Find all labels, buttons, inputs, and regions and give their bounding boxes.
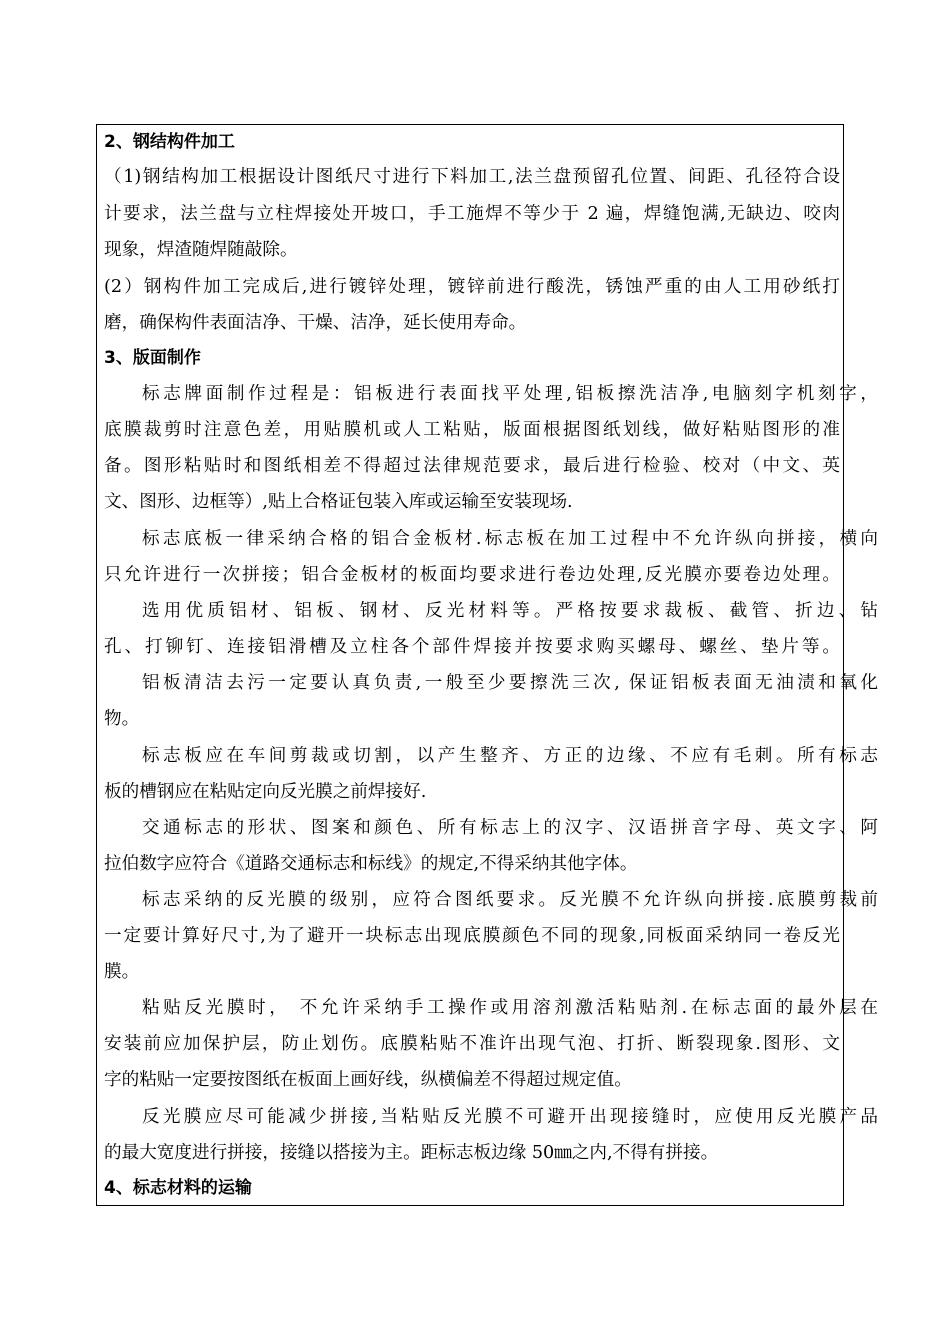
s2-p1-line-1: （1)钢结构加工根据设计图纸尺寸进行下料加工,法兰盘预留孔位置、间距、孔径符合设 [104,167,840,187]
s3-p1-line-2: 底膜裁剪时注意色差，用贴膜机或人工粘贴，版面根据图纸划线，做好粘贴图形的准 [104,420,840,440]
s3-p4-line-2: 物。 [104,709,140,729]
s3-p5-line-2: 板的槽钢应在粘贴定向反光膜之前焊接好. [104,782,427,802]
s3-p9-line-2: 的最大宽度进行拼接，接缝以搭接为主。距标志板边缘 50㎜之内,不得有拼接。 [104,1143,719,1163]
s2-p2-line-1: (2）钢构件加工完成后,进行镀锌处理，镀锌前进行酸洗，锈蚀严重的由人工用砂纸打 [104,277,840,297]
s3-p2-line-1: 标志底板一律采纳合格的铝合金板材.标志板在加工过程中不允许纵向拼接，横向 [142,529,878,549]
s3-p7-line-3: 膜。 [104,962,140,982]
s3-p3-line-1: 选用优质铝材、铝板、钢材、反光材料等。严格按要求裁板、截管、折边、钻 [142,601,878,621]
section-3-heading: 3、版面制作 [104,348,201,368]
s2-p2-line-2: 磨，确保构件表面洁净、干燥、洁净，延长使用寿命。 [104,313,527,333]
s3-p6-line-2: 拉伯数字应符合《道路交通标志和标线》的规定,不得采纳其他字体。 [104,854,638,874]
section-4-heading: 4、标志材料的运输 [104,1178,252,1198]
s3-p7-line-1: 标志采纳的反光膜的级别，应符合图纸要求。反光膜不允许纵向拼接.底膜剪裁前 [142,890,878,910]
s3-p8-line-1: 粘贴反光膜时， 不允许采纳手工操作或用溶剂激活粘贴剂.在标志面的最外层在 [142,998,878,1018]
section-2-heading: 2、钢结构件加工 [104,132,235,152]
s3-p9-line-1: 反光膜应尽可能减少拼接,当粘贴反光膜不可避开出现接缝时，应使用反光膜产品 [142,1107,878,1127]
s3-p1-line-1: 标志牌面制作过程是：铝板进行表面找平处理,铝板擦洗洁净,电脑刻字机刻字， [142,384,878,404]
s3-p5-line-1: 标志板应在车间剪裁或切割，以产生整齐、方正的边缘、不应有毛刺。所有标志 [142,746,878,766]
s3-p1-line-3: 备。图形粘贴时和图纸相差不得超过法律规范要求，最后进行检验、校对（中文、英 [104,456,840,476]
s3-p8-line-2: 安装前应加保护层，防止划伤。底膜粘贴不准许出现气泡、打折、断裂现象.图形、文 [104,1034,840,1054]
s3-p2-line-2: 只允许进行一次拼接；铝合金板材的板面均要求进行卷边处理,反光膜亦要卷边处理。 [104,565,840,585]
s3-p3-line-2: 孔、打铆钉、连接铝滑槽及立柱各个部件焊接并按要求购买螺母、螺丝、垫片等。 [104,637,840,657]
s3-p7-line-2: 一定要计算好尺寸,为了避开一块标志出现底膜颜色不同的现象,同板面采纳同一卷反光 [104,926,840,946]
s2-p1-line-2: 计要求，法兰盘与立柱焊接处开坡口，手工施焊不等少于 2 遍，焊缝饱满,无缺边、咬肉 [104,204,840,224]
s3-p6-line-1: 交通标志的形状、图案和颜色、所有标志上的汉字、汉语拼音字母、英文字、阿 [142,818,878,838]
s3-p4-line-1: 铝板清洁去污一定要认真负责,一般至少要擦洗三次, 保证铝板表面无油渍和氧化 [142,673,878,693]
s3-p8-line-3: 字的粘贴一定要按图纸在板面上画好线，纵横偏差不得超过规定值。 [104,1070,632,1090]
s2-p1-line-3: 现象，焊渣随焊随敲除。 [104,240,298,260]
s3-p1-line-4: 文、图形、边框等）,贴上合格证包装入库或运输至安装现场. [104,492,573,512]
